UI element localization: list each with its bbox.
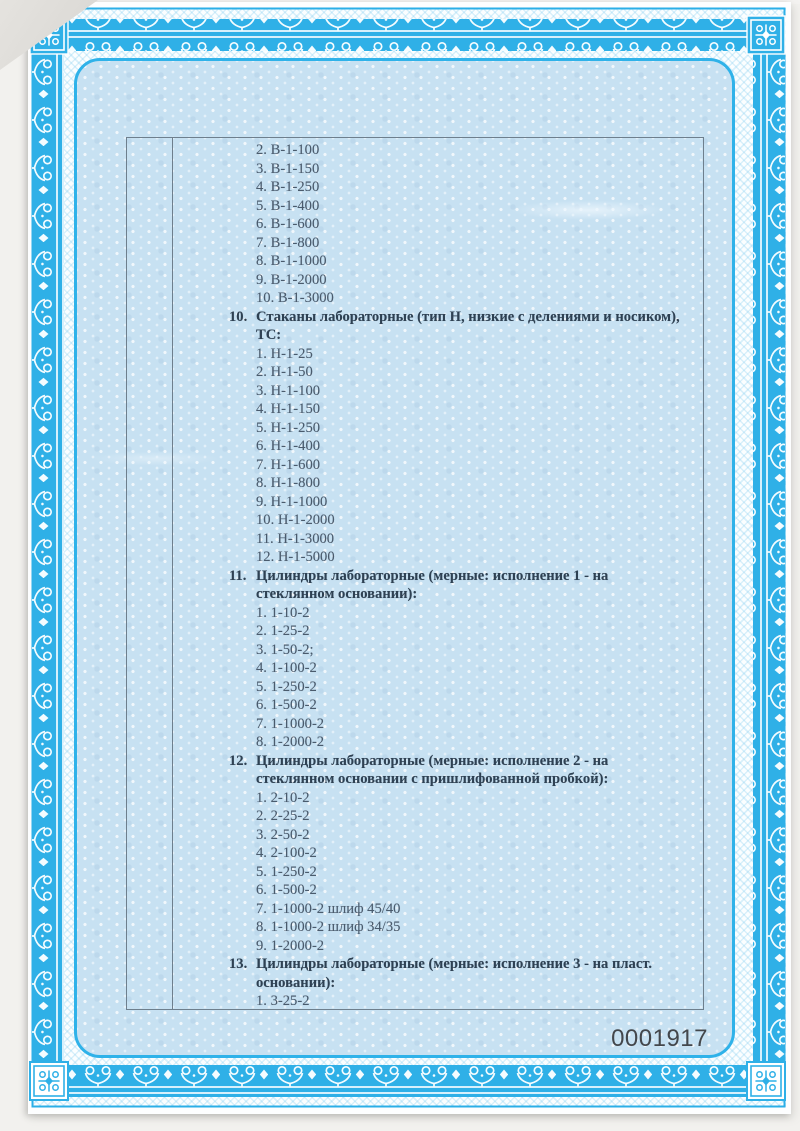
section-title: основании): (256, 974, 336, 991)
list-item: 5. Н-1-250 (256, 419, 321, 436)
list-item: 5. 1-250-2 (256, 678, 317, 695)
section-heading-line (229, 974, 702, 993)
section-title: Цилиндры лабораторные (мерные: исполнение 2 - на (256, 752, 609, 769)
section-number: 11. (229, 567, 247, 584)
border-band-right (753, 54, 785, 1062)
section-title: Цилиндры лабораторные (мерные: исполнение 1 - на (256, 567, 609, 584)
list-item: 6. Н-1-400 (256, 438, 321, 454)
list-item: 2. 2-25-2 (256, 808, 310, 824)
list-item: 5. В-1-400 (256, 197, 320, 214)
section-title: стеклянном основании): (256, 586, 418, 602)
list-item: 7. 1-1000-2 (256, 715, 325, 732)
list-item: 11. Н-1-3000 (256, 530, 335, 547)
corner-ornament-icon (747, 16, 785, 54)
section-heading-line (229, 955, 702, 974)
list-item: 1. 1-10-2 (256, 604, 310, 621)
list-item: 6. 1-500-2 (256, 697, 317, 713)
list-item: 6. В-1-600 (256, 216, 320, 232)
items-table (126, 137, 704, 1010)
list-item: 1. 2-10-2 (256, 789, 310, 806)
section-title: Стаканы лабораторные (тип Н, низкие с делениями и носиком), (256, 308, 680, 325)
list-item: 2. В-1-100 (256, 142, 320, 158)
list-item: 3. В-1-150 (256, 160, 320, 177)
list-item: 7. В-1-800 (256, 234, 320, 251)
section-title: ТС: (256, 327, 282, 343)
border-band-left (32, 54, 64, 1062)
list-item: 2. 1-25-2 (256, 623, 310, 639)
section-heading-line (229, 308, 702, 327)
list-item: 9. Н-1-1000 (256, 493, 328, 510)
list-item: 4. В-1-250 (256, 179, 320, 195)
list-item: 1. 3-25-2 (256, 993, 310, 1009)
list-item: 5. 1-250-2 (256, 863, 317, 880)
section-number: 12. (229, 752, 248, 769)
border-band-top (68, 19, 747, 51)
list-item: 3. 1-50-2; (256, 641, 314, 658)
table-number-column (172, 138, 173, 1009)
corner-ornament-icon (30, 1062, 68, 1100)
section-heading-line (229, 326, 702, 345)
list-item: 2. Н-1-50 (256, 364, 313, 380)
list-item: 1. Н-1-25 (256, 345, 313, 362)
list-item: 4. Н-1-150 (256, 401, 321, 417)
list-item: 7. Н-1-600 (256, 456, 321, 473)
content-area (74, 58, 735, 1058)
list-item: 10. Н-1-2000 (256, 512, 335, 528)
list-item: 4. 1-100-2 (256, 660, 317, 676)
section-title: стеклянном основании с пришлифованной пробкой): (256, 771, 609, 787)
list-item: 12. Н-1-5000 (256, 549, 335, 565)
list-item: 6. 1-500-2 (256, 882, 317, 898)
section-heading-line (229, 585, 702, 604)
list-item: 9. В-1-2000 (256, 271, 327, 288)
serial-number: 0001917 (611, 1025, 708, 1052)
list-item: 7. 1-1000-2 шлиф 45/40 (256, 900, 401, 917)
list-item: 3. Н-1-100 (256, 382, 321, 399)
table-text-column (229, 141, 702, 1009)
corner-ornament-icon (747, 1062, 785, 1100)
list-item: 3. 2-50-2 (256, 826, 310, 843)
list-item: 4. 2-100-2 (256, 845, 317, 861)
border-band-bottom (68, 1065, 747, 1097)
section-title: Цилиндры лабораторные (мерные: исполнение 3 - на пласт. (256, 956, 653, 972)
list-item: 10. В-1-3000 (256, 290, 334, 306)
section-number: 10. (229, 308, 248, 325)
document-page (28, 2, 791, 1114)
list-item: 8. В-1-1000 (256, 253, 327, 269)
section-heading-line (229, 752, 702, 771)
section-number: 13. (229, 956, 248, 972)
section-heading-line (229, 567, 702, 586)
list-item: 8. 1-1000-2 шлиф 34/35 (256, 919, 401, 935)
section-heading-line (229, 770, 702, 789)
list-item: 8. Н-1-800 (256, 475, 321, 491)
list-item: 8. 1-2000-2 (256, 734, 325, 750)
list-item: 9. 1-2000-2 (256, 937, 325, 954)
